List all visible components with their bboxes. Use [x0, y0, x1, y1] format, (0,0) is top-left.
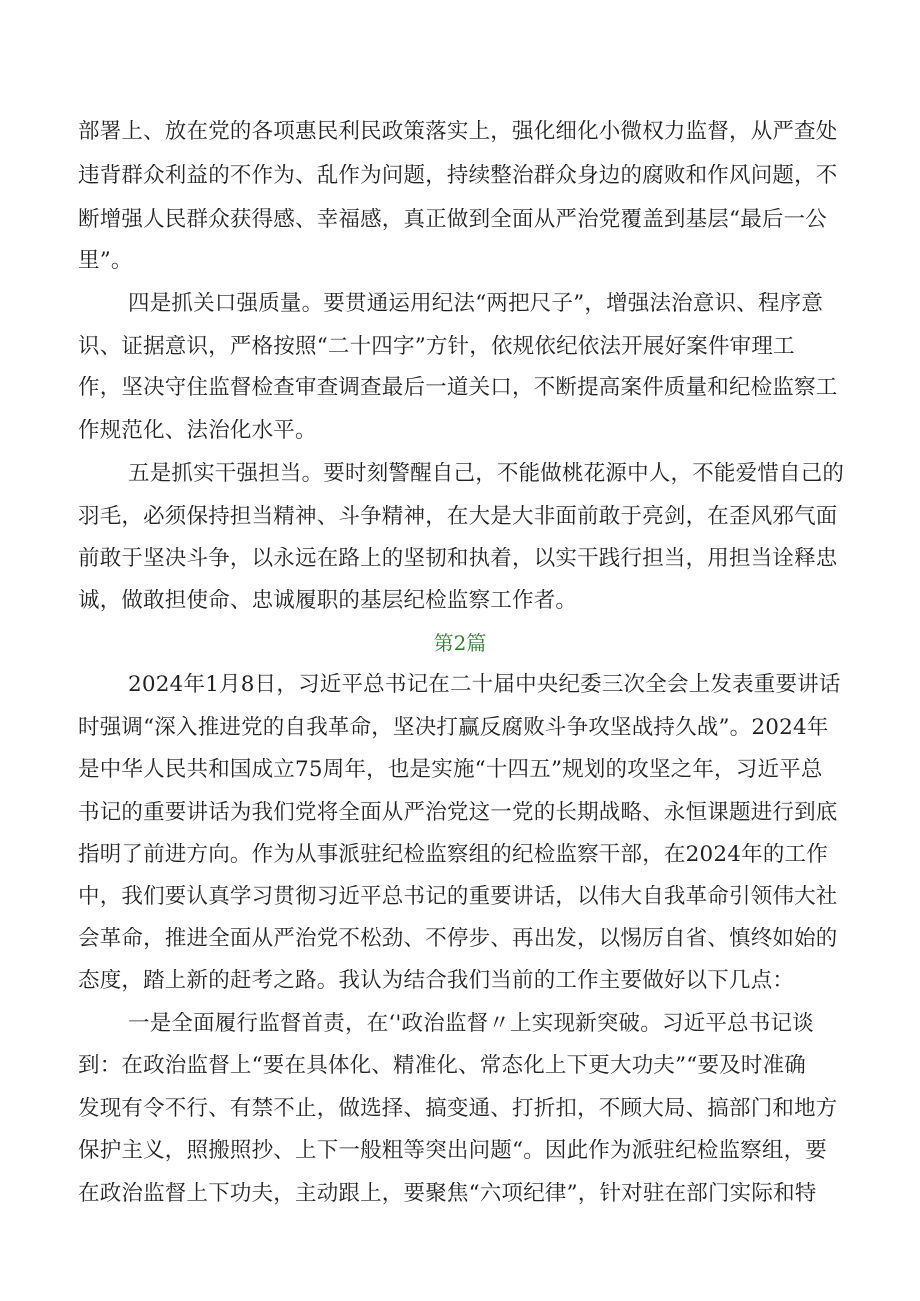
text-line: 发现有令不行、有禁不止，做选择、搞变通、打折扣，不顾大局、搞部门和地方 [78, 1097, 838, 1121]
text-line: 羽毛，必须保持担当精神、斗争精神，在大是大非面前敢于亮剑，在歪风邪气面 [78, 505, 838, 529]
text-line: 部署上、放在党的各项惠民利民政策落实上，强化细化小微权力监督，从严查处 [78, 120, 838, 144]
text-line: 保护主义，照搬照抄、上下一般粗等突出问题“。因此作为派驻纪检监察组，要 [78, 1139, 827, 1163]
text-line: 作，坚决守住监督检查审查调查最后一道关口，不断提高案件质量和纪检监察工 [78, 376, 838, 400]
paragraph-first-line: 五是抓实干强担当。要时刻警醒自己，不能做桃花源中人，不能爱惜自己的 [128, 462, 844, 486]
text-line: 中，我们要认真学习贯彻习近平总书记的重要讲话，以伟大自我革命引领伟大社 [78, 885, 838, 909]
text-line: 前敢于坚决斗争，以永远在路上的坚韧和执着，以实干践行担当，用担当诠释忠 [78, 547, 838, 571]
text-line: 时强调“深入推进党的自我革命，坚决打赢反腐败斗争攻坚战持久战”。2024年 [78, 716, 829, 740]
text-line: 里”。 [78, 249, 133, 273]
text-line: 断增强人民群众获得感、幸福感，真正做到全面从严治党覆盖到基层“最后一公 [78, 208, 827, 232]
text-line: 会革命，推进全面从严治党不松劲、不停步、再出发，以惕厉自省、慎终如始的 [78, 927, 838, 951]
text-line: 是中华人民共和国成立75周年，也是实施“十四五”规划的攻坚之年，习近平总 [78, 758, 823, 782]
text-line: 在政治监督上下功夫，主动跟上，要聚焦“六项纪律”，针对驻在部门实际和特 [78, 1182, 817, 1206]
text-line: 指明了前进方向。作为从事派驻纪检监察组的纪检监察干部，在2024年的工作 [78, 843, 828, 867]
text-line: 识、证据意识，严格按照“二十四字”方针，依规依纪依法开展好案件审理工 [78, 335, 795, 359]
text-line: 态度，踏上新的赶考之路。我认为结合我们当前的工作主要做好以下几点： [78, 969, 795, 993]
text-line: 诚，做敢担使命、忠诚履职的基层纪检监察工作者。 [78, 589, 578, 613]
paragraph-first-line: 2024年1月8日，习近平总书记在二十届中央纪委三次全会上发表重要讲话 [128, 673, 841, 697]
section-heading: 第2篇 [433, 631, 487, 655]
paragraph-first-line: 四是抓关口强质量。要贯通运用纪法“两把尺子”，增强法治意识、程序意 [128, 292, 824, 316]
text-line: 作规范化、法治化水平。 [78, 419, 317, 443]
paragraph-first-line: 一是全面履行监督首责，在‘'政治监督〃上实现新突破。习近平总书记谈 [128, 1012, 814, 1036]
text-line: 书记的重要讲话为我们党将全面从严治党这一党的长期战略、永恒课题进行到底 [78, 801, 838, 825]
text-line: 到：在政治监督上“要在具体化、精准化、常态化上下更大功夫”“要及时准确 [78, 1054, 806, 1078]
text-line: 违背群众利益的不作为、乱作为问题，持续整治群众身边的腐败和作风问题，不 [78, 164, 838, 188]
